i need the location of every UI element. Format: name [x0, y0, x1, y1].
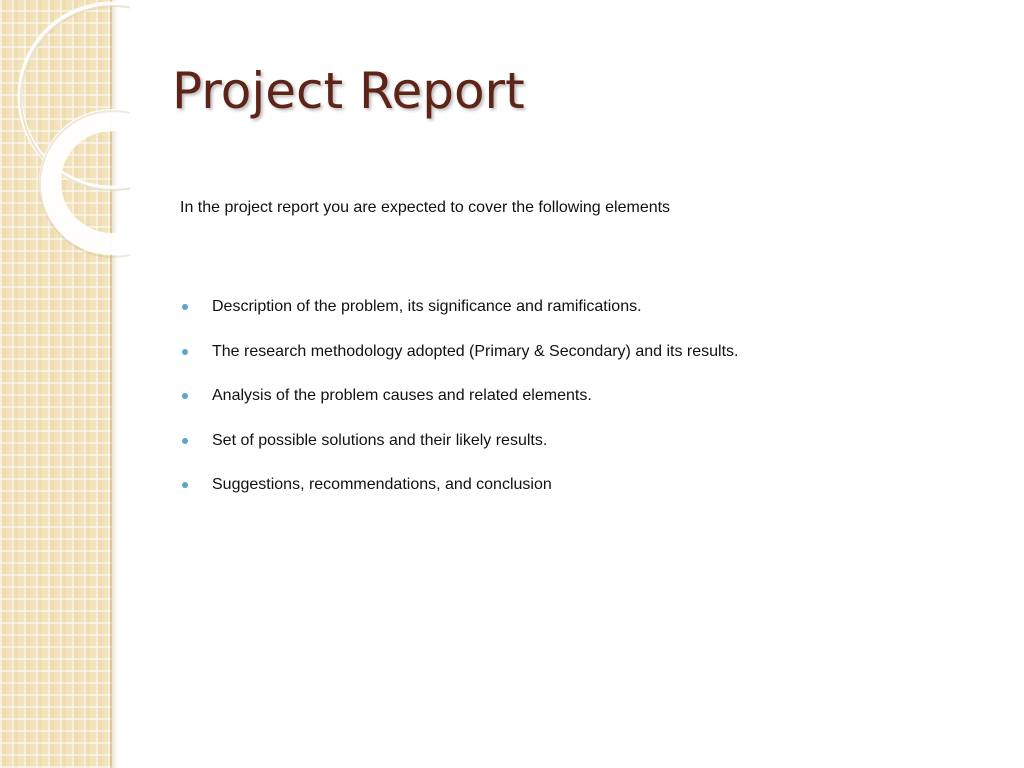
bullet-text: Set of possible solutions and their likely results. — [212, 431, 548, 449]
decorative-rings — [0, 0, 130, 260]
bullet-text: Analysis of the problem causes and related elements. — [212, 387, 592, 404]
bullet-text: Suggestions, recommendations, and conclusion — [212, 476, 552, 493]
bullet-list — [182, 296, 738, 519]
bullet-dot-icon — [182, 349, 188, 355]
bullet-dot-icon — [182, 393, 188, 399]
large-ring — [20, 4, 130, 188]
bullet-text: The research methodology adopted (Primary & Secondary) and its results. — [212, 342, 739, 360]
intro-text: In the project report you are expected to cover the following elements — [180, 199, 671, 216]
bullet-item — [182, 430, 738, 475]
slide-title: Project Report — [172, 62, 525, 120]
bullet-dot-icon — [182, 482, 188, 488]
bullet-dot-icon — [182, 438, 188, 444]
large-ring-shadow — [21, 6, 130, 190]
small-ring — [50, 120, 130, 244]
bullet-item — [182, 341, 738, 386]
bullet-item — [182, 385, 738, 430]
bullet-item — [182, 474, 738, 519]
bullet-item — [182, 296, 738, 341]
bullet-dot-icon — [182, 304, 188, 310]
bullet-text: Description of the problem, its significance and ramifications. — [212, 298, 642, 315]
